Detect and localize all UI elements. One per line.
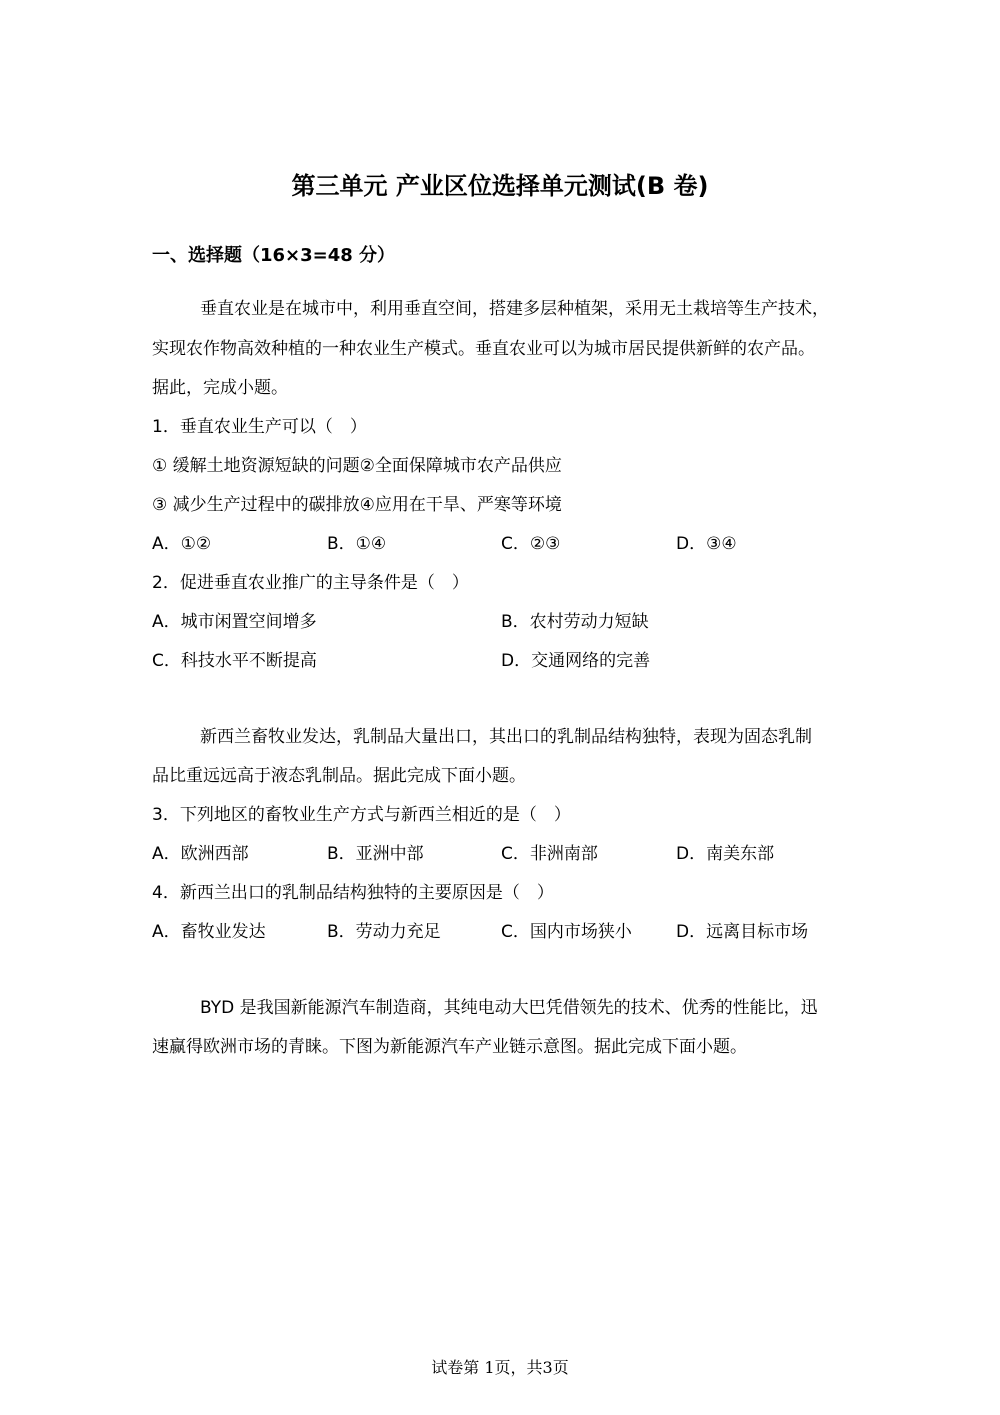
question-3-option-b: B．亚洲中部 <box>327 844 424 864</box>
question-4-stem: 4．新西兰出口的乳制品结构独特的主要原因是（ ） <box>152 883 554 903</box>
question-1-option-b: B．①④ <box>327 534 387 554</box>
question-4-option-b: B．劳动力充足 <box>327 922 441 942</box>
question-1-option-a: A．①② <box>152 534 212 554</box>
question-3-stem: 3．下列地区的畜牧业生产方式与新西兰相近的是（ ） <box>152 805 571 825</box>
question-2-option-a: A．城市闲置空间增多 <box>152 612 317 632</box>
question-4-option-d: D．远离目标市场 <box>676 922 809 942</box>
question-1-stem: 1．垂直农业生产可以（ ） <box>152 417 367 437</box>
passage1-line1: 垂直农业是在城市中，利用垂直空间，搭建多层种植架，采用无土栽培等生产技术， <box>200 299 829 319</box>
question-1-statement-1: ① 缓解土地资源短缺的问题②全面保障城市农产品供应 <box>152 456 562 476</box>
question-3-option-c: C．非洲南部 <box>501 844 598 864</box>
question-1-statement-2: ③ 减少生产过程中的碳排放④应用在干旱、严寒等环境 <box>152 495 562 515</box>
page-title: 第三单元 产业区位选择单元测试(B 卷) <box>291 172 709 200</box>
question-2-stem: 2．促进垂直农业推广的主导条件是（ ） <box>152 573 469 593</box>
question-4-option-a: A．畜牧业发达 <box>152 922 266 942</box>
question-2-option-d: D．交通网络的完善 <box>501 651 651 671</box>
page-footer: 试卷第 1页，共3页 <box>431 1358 569 1377</box>
question-1-option-d: D．③④ <box>676 534 737 554</box>
passage3-line2: 速赢得欧洲市场的青睐。下图为新能源汽车产业链示意图。据此完成下面小题。 <box>152 1037 747 1057</box>
question-3-option-d: D．南美东部 <box>676 844 775 864</box>
passage2-line1: 新西兰畜牧业发达，乳制品大量出口，其出口的乳制品结构独特，表现为固态乳制 <box>200 727 812 747</box>
passage1-line2: 实现农作物高效种植的一种农业生产模式。垂直农业可以为城市居民提供新鲜的农产品。 <box>152 339 815 359</box>
passage2-line2: 品比重远远高于液态乳制品。据此完成下面小题。 <box>152 766 526 786</box>
question-3-option-a: A．欧洲西部 <box>152 844 249 864</box>
question-2-option-b: B．农村劳动力短缺 <box>501 612 649 632</box>
question-1-option-c: C．②③ <box>501 534 561 554</box>
question-4-option-c: C．国内市场狭小 <box>501 922 632 942</box>
passage1-line3: 据此，完成小题。 <box>152 378 288 398</box>
section-heading: 一、选择题（16×3=48 分） <box>152 245 396 266</box>
question-2-option-c: C．科技水平不断提高 <box>152 651 317 671</box>
passage3-line1: BYD 是我国新能源汽车制造商，其纯电动大巴凭借领先的技术、优秀的性能比，迅 <box>200 998 818 1018</box>
